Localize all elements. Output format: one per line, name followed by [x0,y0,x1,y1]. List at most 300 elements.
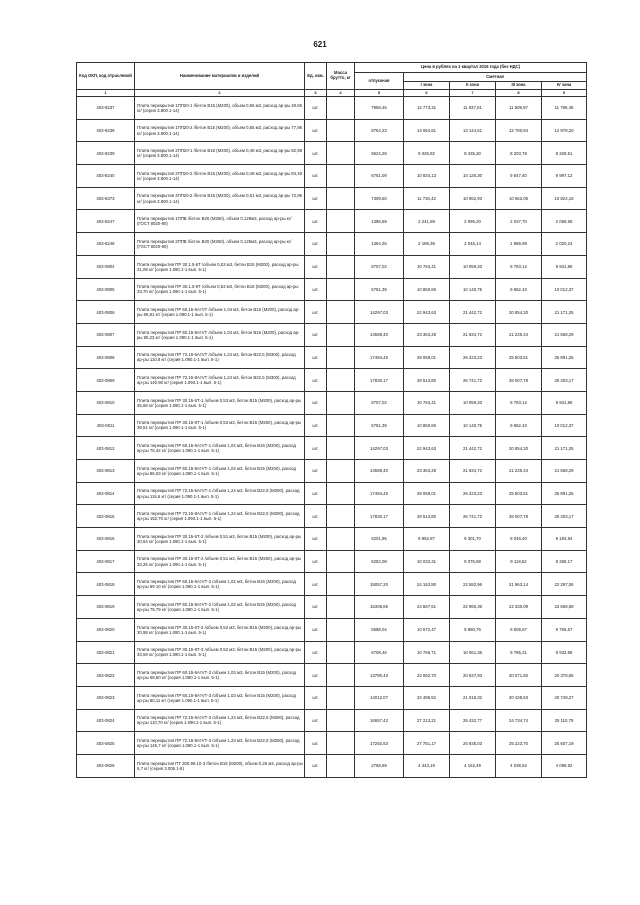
release-price-cell: 7959,46 [355,97,404,120]
unit-cell: шт. [305,618,327,641]
zone-4-price-cell: 10 012,37 [542,414,587,437]
zone-3-price-cell: 4 038,52 [496,754,542,777]
table-row [77,119,587,142]
unit-cell: шт. [305,346,327,369]
zone-2-price-cell: 4 152,49 [450,754,496,777]
material-name-cell: Плита перекрытия ПР 30.15-6Т-1 /объем 0,53 м3, бетон В15 (М200), расход ар-ры 35,68 кг/ (серия 1.090.1-1 вып. 5-1) [135,391,305,414]
zone-2-price-cell: 22 960,36 [450,596,496,619]
zone-2-price-cell: 21 015,32 [450,686,496,709]
release-price-cell: 15057,20 [355,573,404,596]
table-row [77,482,587,505]
okp-code-cell: 403-0820 [77,618,135,641]
release-price-cell: 14558,40 [355,323,404,346]
zone-4-price-cell: 20 749,27 [542,686,587,709]
okp-code-cell: 403-8239 [77,142,135,165]
unit-cell: шт. [305,709,327,732]
zone-3-price-cell: 12 780,84 [496,119,542,142]
mass-cell [327,414,355,437]
zone-2-price-cell: 10 962,93 [450,187,496,210]
zone-3-price-cell: 9 847,40 [496,165,542,188]
mass-cell [327,437,355,460]
material-name-cell: Плита перекрытия ПР 30.15-6Т-2 /объем 0,51 м3, бетон В15 (М200), расход ар-ры 30,64 кг/ (серия 1.090.1-1 вып. 5-1) [135,528,305,551]
unit-cell: шт. [305,686,327,709]
zone-1-price-cell: 10 850,66 [404,278,450,301]
zone-2-price-cell: 10 061,36 [450,641,496,664]
zone-2-price-cell: 9 301,70 [450,528,496,551]
table-row [77,550,587,573]
zone-4-price-cell: 9 755,67 [542,618,587,641]
mass-cell [327,165,355,188]
zone-3-price-cell: 2 037,70 [496,210,542,233]
zone-1-price-cell: 10 763,41 [404,255,450,278]
zone-2-price-cell: 9 880,76 [450,618,496,641]
table-row [77,97,587,120]
zone-4-price-cell: 25 891,25 [542,482,587,505]
zone-1-price-cell: 24 163,80 [404,573,450,596]
zone-3-price-cell: 24 734,74 [496,709,542,732]
zone-1-price-cell: 14 064,81 [404,119,450,142]
zone-1-price-cell: 28 059,01 [404,346,450,369]
header-mass: Масса брутто, кг [327,63,355,90]
material-name-cell: Плита перекрытия ПР 60.15-8AтVТ-3 /объем 1,03 м3, бетон В15 (М200), расход ар-ры 80,11 кг/ (серия 1.090.1-1 вып. 5-1) [135,686,305,709]
column-number: 1 [77,90,135,97]
zone-2-price-cell: 8 435,30 [450,142,496,165]
material-name-cell: Плита перекрытия ПР 60.15-8AтVТ /объем 1,04 м3, бетон В15 (М200), расход ар-ры 80,23 кг/ (серия 1.090.1-1 вып. 5-1) [135,323,305,346]
okp-code-cell: 403-0822 [77,664,135,687]
table-row [77,596,587,619]
material-name-cell: Плита перекрытия ПР 60.15-8AтVТ-2 /объем 1,02 м3, бетон В15 (М200), расход ар-ры 79,79 кг/ (серия 1.090.1-1 вып. 5-1) [135,596,305,619]
table-row [77,323,587,346]
release-price-cell: 6588,04 [355,618,404,641]
unit-cell: шт. [305,391,327,414]
okp-code-cell: 403-8240 [77,165,135,188]
unit-cell: шт. [305,550,327,573]
zone-3-price-cell: 9 783,12 [496,391,542,414]
mass-cell [327,369,355,392]
table-row [77,460,587,483]
table-row [77,505,587,528]
mass-cell [327,528,355,551]
zone-2-price-cell: 26 223,23 [450,482,496,505]
release-price-cell: 17484,46 [355,482,404,505]
material-name-cell: Плита перекрытия ПР 72.15-6AтVТ-3 /объем 1,23 м3, бетон В22,5 (М300), расход ар-ры 110,70 кг/ (серия 1.090.1-1 вып. 5-1) [135,709,305,732]
okp-code-cell: 403-0808 [77,346,135,369]
zone-1-price-cell: 2 189,39 [404,233,450,256]
release-price-cell: 6201,95 [355,528,404,551]
mass-cell [327,460,355,483]
material-name-cell: Плита перекрытия ПР 30.15-8Т-3 /объем 0,52 м3, бетон В15 (М200), расход ар-ры 33,59 кг/ (серия 1.090.1-1 вып. 5-1) [135,641,305,664]
okp-code-cell: 403-0814 [77,482,135,505]
okp-code-cell: 403-8237 [77,97,135,120]
zone-1-price-cell: 24 567,61 [404,596,450,619]
release-price-cell: 7309,60 [355,187,404,210]
table-row [77,573,587,596]
material-name-cell: Плита перекрытия ПР 72.15-8AтVТ-1 /объем 1,24 м3, бетон В22,5 (М300), расход ар-ры 152,70 кг/ (серия 1.090.1-1 вып. 5-1) [135,505,305,528]
material-name-cell: Плита перекрытия 4ПП20-2 /бетон В15 (М200), объем 0,51 м3, расход ар-ры 72,96 кг/ (серия 3.800.1-14) [135,187,305,210]
mass-cell [327,573,355,596]
material-name-cell: Плита перекрытия ПР 72.15-8AтVТ-3 /объем 1,23 м3, бетон В22,5 (М300), расход ар-ры 146,7 кг/ (серия 1.090.1-1 вып. 5-1) [135,732,305,755]
zone-4-price-cell: 25 891,25 [542,346,587,369]
table-row [77,414,587,437]
mass-cell [327,732,355,755]
zone-2-price-cell: 10 059,20 [450,391,496,414]
zone-1-price-cell: 9 952,87 [404,528,450,551]
header-estimate: Сметная [404,73,587,82]
zone-4-price-cell: 9 183,94 [542,528,587,551]
column-number: 7 [450,90,496,97]
mass-cell [327,187,355,210]
zone-3-price-cell: 9 783,12 [496,255,542,278]
zone-4-price-cell: 10 012,37 [542,278,587,301]
zone-1-price-cell: 10 033,31 [404,550,450,573]
release-price-cell: 13780,43 [355,664,404,687]
header-unit: Ед. изм. [305,63,327,90]
zone-1-price-cell: 10 572,47 [404,618,450,641]
unit-cell: шт. [305,369,327,392]
material-name-cell: Плита перекрытия 1ППВ /бетон В20 (М250), объем 0,128м3, расход ар-ры кг/ (ГОСТ 8020-90) [135,210,305,233]
zone-3-price-cell: 10 662,05 [496,187,542,210]
mass-cell [327,686,355,709]
material-name-cell: Плита перекрытия ПР 60.15-8AтVТ-1 /объем 1,04 м3, бетон В15 (М200), расход ар-ры 86,03 кг/ (серия 1.090.1-1 вып. 5-1) [135,460,305,483]
okp-code-cell: 403-0809 [77,369,135,392]
header-code: Код ОКП, код отраслевой [77,63,135,90]
material-name-cell: Плита перекрытия ПР 60.15-6AтVТ-2 /объем 1,02 м3, бетон В15 (М200), расход ар-ры 69 10 кг/ (серия 1.090.1-1 вып. 5-1) [135,573,305,596]
column-numbers-row [77,90,587,97]
unit-cell: шт. [305,482,327,505]
column-number: 9 [542,90,587,97]
mass-cell [327,278,355,301]
zone-3-price-cell: 21 235,44 [496,460,542,483]
zone-4-price-cell: 9 933,98 [542,641,587,664]
unit-cell: шт. [305,505,327,528]
material-name-cell: Плита перекрытия ПР 72.15-6AтVТ /объем 1,24 м3, бетон В22,5 (М300), расход ар-ры 110,8 кг/ (серия 1.090.1-1 вып. 5-1) [135,346,305,369]
mass-cell [327,641,355,664]
column-number: 6 [404,90,450,97]
mass-cell [327,482,355,505]
zone-4-price-cell: 8 328,51 [542,142,587,165]
table-row [77,618,587,641]
zone-2-price-cell: 10 140,75 [450,414,496,437]
unit-cell: шт. [305,323,327,346]
unit-cell: шт. [305,165,327,188]
zone-3-price-cell: 25 503,51 [496,346,542,369]
table-row [77,709,587,732]
release-price-cell: 6252,08 [355,550,404,573]
zone-4-price-cell: 2 068,68 [542,210,587,233]
zone-1-price-cell: 2 241,88 [404,210,450,233]
release-price-cell: 15308,86 [355,596,404,619]
zone-2-price-cell: 26 741,72 [450,369,496,392]
mass-cell [327,709,355,732]
zone-1-price-cell: 4 443,19 [404,754,450,777]
page-number: 621 [313,40,327,49]
zone-1-price-cell: 22 062,70 [404,664,450,687]
zone-1-price-cell: 22 943,63 [404,437,450,460]
header-zone-4: IV зона [542,82,587,90]
material-name-cell: Плита перекрытия ПР 30.15-6Т-3 /объем 0,52 м3, бетон В15 (М200), расход ар-ры 30,98 кг/ (серия 1.090.1-1 вып. 5-1) [135,618,305,641]
zone-3-price-cell: 20 854,20 [496,301,542,324]
unit-cell: шт. [305,596,327,619]
zone-3-price-cell: 25 503,51 [496,482,542,505]
release-price-cell: 14558,40 [355,460,404,483]
okp-code-cell: 403-0811 [77,414,135,437]
release-price-cell: 1364,26 [355,233,404,256]
zone-4-price-cell: 25 607,19 [542,732,587,755]
table-row [77,187,587,210]
release-price-cell: 6708,46 [355,641,404,664]
mass-cell [327,391,355,414]
table-row [77,528,587,551]
zone-2-price-cell: 10 125,30 [450,165,496,188]
mass-cell [327,754,355,777]
release-price-cell: 17292,63 [355,732,404,755]
table-row [77,437,587,460]
okp-code-cell: 403-0826 [77,754,135,777]
mass-cell [327,618,355,641]
material-name-cell: Плита перекрытия ПР 30.15-8Т-1 /объем 0,53 м3, бетон В15 (М200), расход ар-ры 39,51 кг/ (серия 1.090.1-1 вып. 5-1) [135,414,305,437]
mass-cell [327,210,355,233]
release-price-cell: 1396,59 [355,210,404,233]
zone-1-price-cell: 9 025,82 [404,142,450,165]
okp-code-cell: 403-8373 [77,187,135,210]
unit-cell: шт. [305,233,327,256]
unit-cell: шт. [305,732,327,755]
header-zone-3: III зона [496,82,542,90]
unit-cell: шт. [305,119,327,142]
zone-1-price-cell: 12 773,31 [404,97,450,120]
mass-cell [327,346,355,369]
material-name-cell: Плита перекрытия ПР 30.1.5-6Т /объем 0,53 м3, бетон В15 (М200), расход ар-ры 31,08 кг/ (серия 1.090.1-1 вып. 5-1) [135,255,305,278]
zone-2-price-cell: 21 834,72 [450,460,496,483]
unit-cell: шт. [305,528,327,551]
material-name-cell: Плита перекрытия ПР 30.1.5-8Т /объем 0,53 м3, бетон В15 (М200), расход ар-ры 33,70 кг/ (серия 1.090.1-1 вып. 5-1) [135,278,305,301]
zone-4-price-cell: 26 403,17 [542,369,587,392]
material-name-cell: Плита перекрытия ПТ 300.99.10-3 /бетон В15 (М200), объем 0,26 м3, расход ар-ры 6,7 кг/ (серия 3.006.1-8) [135,754,305,777]
table-row [77,664,587,687]
unit-cell: шт. [305,414,327,437]
release-price-cell: 5624,28 [355,142,404,165]
table-row [77,754,587,777]
zone-4-price-cell: 10 824,16 [542,187,587,210]
material-name-cell: Плита перекрытия 2ПП20-2 /бетон В15 (М200), объем 0,48 м3, расход ар-ры 84,49 кг/ (серия 3.800.1-14) [135,165,305,188]
okp-code-cell: 403-0821 [77,641,135,664]
table-row [77,641,587,664]
zone-3-price-cell: 20 854,20 [496,437,542,460]
zone-2-price-cell: 26 741,72 [450,505,496,528]
release-price-cell: 6751,39 [355,278,404,301]
okp-code-cell: 403-0810 [77,391,135,414]
zone-1-price-cell: 23 363,28 [404,460,450,483]
zone-1-price-cell: 28 059,01 [404,482,450,505]
mass-cell [327,119,355,142]
unit-cell: шт. [305,664,327,687]
release-price-cell: 6751,39 [355,414,404,437]
zone-3-price-cell: 21 963,14 [496,573,542,596]
zone-4-price-cell: 9 931,86 [542,255,587,278]
zone-1-price-cell: 10 850,66 [404,414,450,437]
zone-2-price-cell: 2 095,20 [450,210,496,233]
okp-code-cell: 403-8238 [77,119,135,142]
zone-2-price-cell: 13 144,61 [450,119,496,142]
zone-3-price-cell: 20 071,50 [496,664,542,687]
okp-code-cell: 403-0817 [77,550,135,573]
okp-code-cell: 403-0823 [77,686,135,709]
mass-cell [327,596,355,619]
unit-cell: шт. [305,187,327,210]
release-price-cell: 14012,07 [355,686,404,709]
mass-cell [327,323,355,346]
okp-code-cell: 403-0807 [77,323,135,346]
release-price-cell: 6707,02 [355,391,404,414]
zone-4-price-cell: 22 297,06 [542,573,587,596]
zone-4-price-cell: 21 558,29 [542,323,587,346]
header-zone-2: II зона [450,82,496,90]
material-name-cell: Плита перекрытия ПР 72.15-6AтVТ-1 /объем 1,24 м3, бетон В22,5 (М300), расход ар-ры 116,6 кг/ (серия 1.090.1-1 вып. 5-1) [135,482,305,505]
unit-cell: шт. [305,641,327,664]
unit-cell: шт. [305,301,327,324]
zone-2-price-cell: 21 442,72 [450,301,496,324]
table-row [77,278,587,301]
zone-1-price-cell: 27 213,21 [404,709,450,732]
okp-code-cell: 403-0804 [77,255,135,278]
okp-code-cell: 403-0816 [77,528,135,551]
release-price-cell: 17830,17 [355,369,404,392]
column-number: 4 [327,90,355,97]
header-price-group: Цена в рублях на 1 квартал 2016 года (без НДС) [355,63,587,73]
release-price-cell: 2768,69 [355,754,404,777]
zone-4-price-cell: 9 258,17 [542,550,587,573]
table-row [77,301,587,324]
zone-3-price-cell: 9 046,40 [496,528,542,551]
zone-4-price-cell: 9 931,86 [542,391,587,414]
zone-2-price-cell: 20 637,93 [450,664,496,687]
zone-3-price-cell: 26 007,78 [496,369,542,392]
zone-1-price-cell: 10 765,71 [404,641,450,664]
material-name-cell: Плита перекрытия 1ПП20-2 /бетон В15 (М200), объем 0,55 м3, расход ар-ры 77,96 кг/ (серия 3.800.1-14) [135,119,305,142]
release-price-cell: 8764,23 [355,119,404,142]
zone-4-price-cell: 21 171,25 [542,437,587,460]
zone-1-price-cell: 23 363,28 [404,323,450,346]
zone-3-price-cell: 9 862,43 [496,278,542,301]
zone-1-price-cell: 27 751,17 [404,732,450,755]
zone-2-price-cell: 25 432,77 [450,709,496,732]
zone-2-price-cell: 2 046,14 [450,233,496,256]
release-price-cell: 14297,03 [355,437,404,460]
release-price-cell: 16657,42 [355,709,404,732]
header-release: отпускная [355,73,404,90]
material-name-cell: Плита перекрытия ПР 60.15-6AтVТ /объем 1,04 м3, бетон В15 (М200), расход ар-ры 69,81 кг/ (серия 1.090.1-1 вып. 5-1) [135,301,305,324]
table-row [77,732,587,755]
zone-3-price-cell: 9 609,57 [496,618,542,641]
zone-3-price-cell: 11 509,97 [496,97,542,120]
table-row [77,369,587,392]
unit-cell: шт. [305,255,327,278]
zone-1-price-cell: 28 613,80 [404,369,450,392]
unit-cell: шт. [305,437,327,460]
material-name-cell: Плита перекрытия 2ППВ /бетон В20 (М250), объем 0,125м3, расход ар-ры кг/ (ГОСТ 8020-90) [135,233,305,256]
okp-code-cell: 403-0805 [77,278,135,301]
zone-2-price-cell: 11 937,61 [450,97,496,120]
okp-code-cell: 403-8248 [77,233,135,256]
zone-3-price-cell: 9 862,43 [496,414,542,437]
mass-cell [327,664,355,687]
zone-3-price-cell: 9 785,21 [496,641,542,664]
okp-code-cell: 403-0806 [77,301,135,324]
okp-code-cell: 403-0812 [77,437,135,460]
column-number: 5 [355,90,404,97]
material-name-cell: Плита перекрытия 1ПП20-1 /бетон В15 (М200), объем 0,55 м3, расход ар-ры 49,65 кг/ (серия 3.800.1-14) [135,97,305,120]
unit-cell: шт. [305,142,327,165]
mass-cell [327,142,355,165]
material-name-cell: Плита перекрытия ПР 60.15-6AтVТ-1 /объем 1,04 м3, бетон В15 (М200), расход ар-ры 75,42 кг/ (серия 1.090.1-1 вып. 5-1) [135,437,305,460]
zone-1-price-cell: 28 613,80 [404,505,450,528]
header-zone-1: I зона [404,82,450,90]
release-price-cell: 17830,17 [355,505,404,528]
table-row [77,346,587,369]
table-body [77,97,587,778]
zone-4-price-cell: 2 020,24 [542,233,587,256]
zone-4-price-cell: 25 110,79 [542,709,587,732]
mass-cell [327,255,355,278]
zone-4-price-cell: 9 997,12 [542,165,587,188]
zone-1-price-cell: 10 834,13 [404,165,450,188]
material-name-cell: Плита перекрытия 2ПП20-1 /бетон В15 (М200), объем 0,48 м3, расход ар-ры 62,98 кг/ (серия 3.800.1-14) [135,142,305,165]
zone-3-price-cell: 26 007,78 [496,505,542,528]
zone-3-price-cell: 8 203,79 [496,142,542,165]
okp-code-cell: 403-0813 [77,460,135,483]
price-table [76,62,587,778]
unit-cell: шт. [305,278,327,301]
material-name-cell: Плита перекрытия ПР 30.15-8Т-2 /объем 0,51 м3, бетон В15 (М200), расход ар-ры 33,25 кг/ (серия 1.090.1-1 вып. 5-1) [135,550,305,573]
zone-2-price-cell: 22 582,96 [450,573,496,596]
okp-code-cell: 403-0815 [77,505,135,528]
zone-3-price-cell: 9 119,52 [496,550,542,573]
table-row [77,255,587,278]
zone-4-price-cell: 22 669,59 [542,596,587,619]
zone-1-price-cell: 10 763,41 [404,391,450,414]
okp-code-cell: 403-0824 [77,709,135,732]
zone-3-price-cell: 20 438,53 [496,686,542,709]
zone-2-price-cell: 10 059,20 [450,255,496,278]
release-price-cell: 17484,46 [355,346,404,369]
okp-code-cell: 403-8247 [77,210,135,233]
zone-3-price-cell: 25 223,70 [496,732,542,755]
mass-cell [327,97,355,120]
release-price-cell: 6707,02 [355,255,404,278]
zone-1-price-cell: 22 486,52 [404,686,450,709]
okp-code-cell: 403-0818 [77,573,135,596]
zone-2-price-cell: 10 140,75 [450,278,496,301]
table-row [77,391,587,414]
zone-4-price-cell: 21 171,25 [542,301,587,324]
zone-1-price-cell: 11 730,42 [404,187,450,210]
zone-3-price-cell: 21 235,44 [496,323,542,346]
mass-cell [327,233,355,256]
release-price-cell: 14297,03 [355,301,404,324]
okp-code-cell: 403-0819 [77,596,135,619]
mass-cell [327,301,355,324]
zone-4-price-cell: 20 376,65 [542,664,587,687]
material-name-cell: Плита перекрытия ПР 72.15-8AтVТ /объем 1,24 м3, бетон В22,5 (М300), расход ар-ры 140,90 кг/ (серия 1.090.1-1 вып. 5-1) [135,369,305,392]
column-number: 2 [135,90,305,97]
zone-2-price-cell: 26 223,23 [450,346,496,369]
unit-cell: шт. [305,210,327,233]
zone-4-price-cell: 4 099,92 [542,754,587,777]
zone-4-price-cell: 21 558,29 [542,460,587,483]
column-number: 3 [305,90,327,97]
table-row [77,142,587,165]
zone-3-price-cell: 1 989,99 [496,233,542,256]
